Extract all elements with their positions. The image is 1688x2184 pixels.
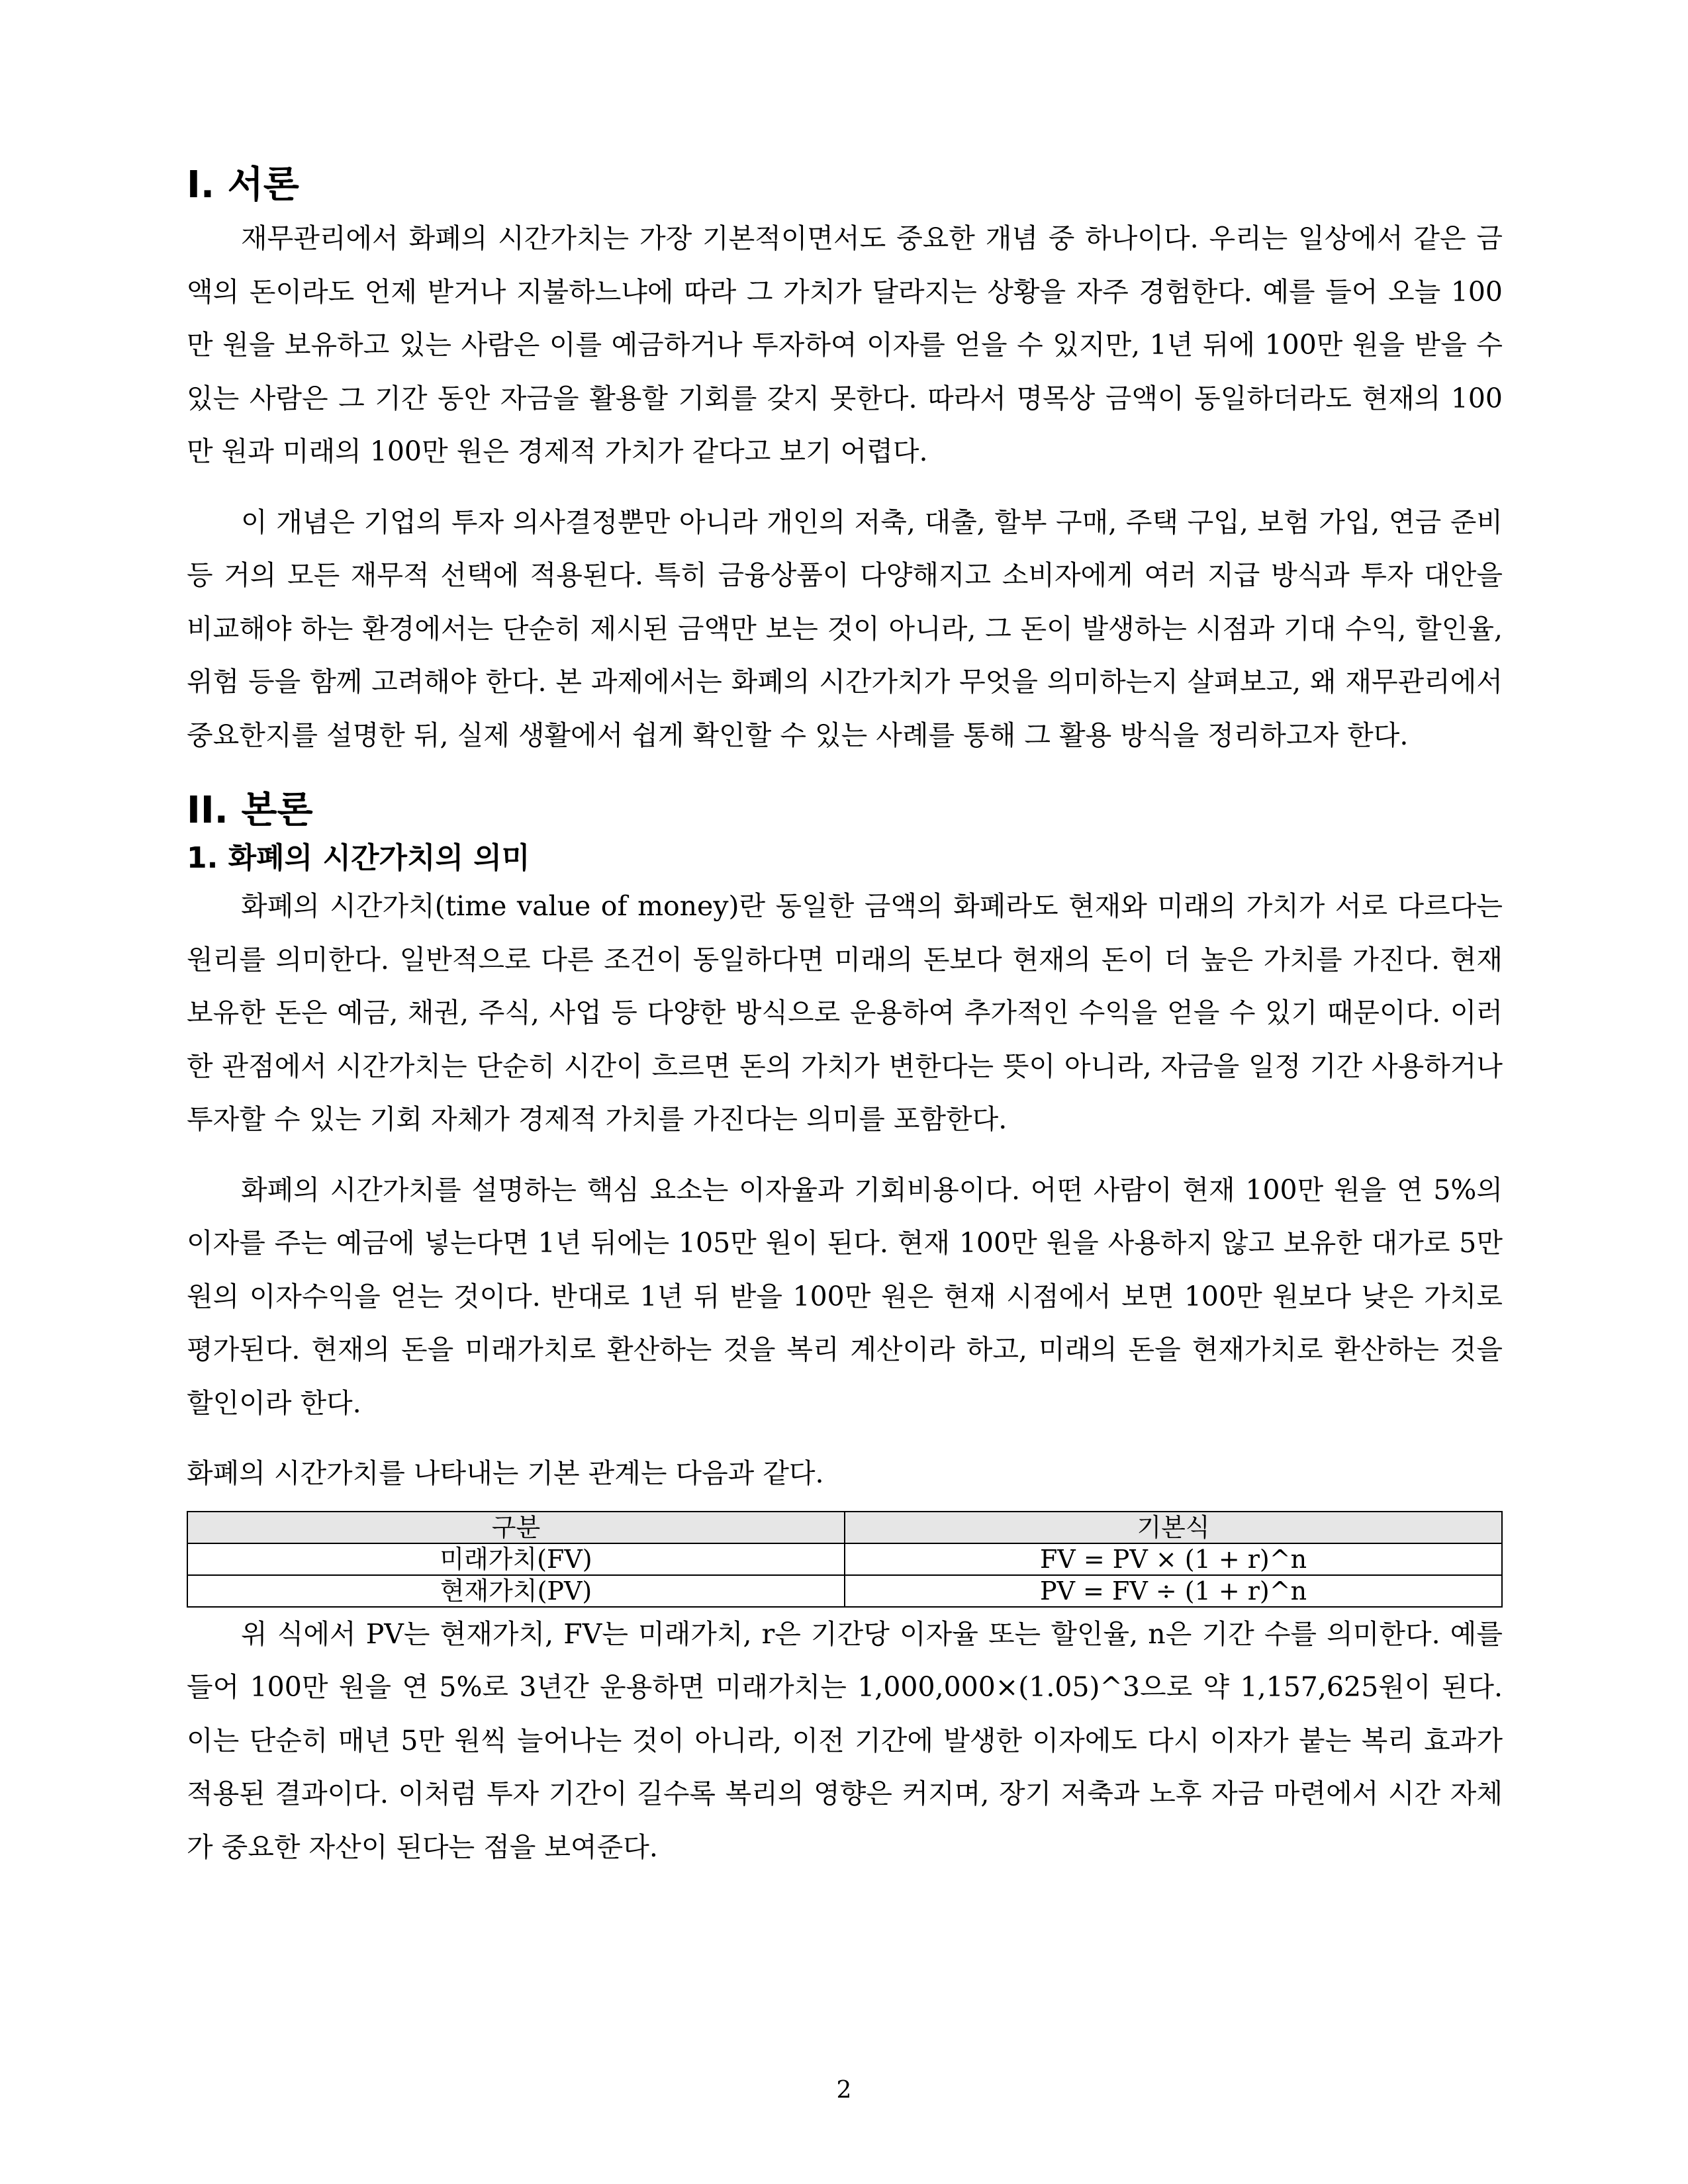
page-number: 2	[836, 2077, 852, 2104]
table-cell: PV = FV ÷ (1 + r)^n	[845, 1575, 1502, 1607]
document-page	[187, 159, 1503, 1874]
table-row	[187, 1543, 1502, 1575]
table-header-cell: 기본식	[845, 1512, 1502, 1543]
subsection-1-title: 1. 화폐의 시간가치의 의미	[187, 841, 530, 875]
table-cell: FV = PV × (1 + r)^n	[845, 1543, 1502, 1575]
table-header-cell: 구분	[187, 1512, 845, 1543]
paragraph: 이 개념은 기업의 투자 의사결정뿐만 아니라 개인의 저축, 대출, 할부 구매, 주택 구입, 보험 가입, 연금 준비 등 거의 모든 재무적 선택에 적용된다. 특히 금융상품이 다양해지고 소비자에게 여러 지급 방식과 투자 대안을 비교해야 하는 환경에서는 단순히 제시된 금액만 보는 것이 아니라, 그 돈이 발생하는 시점과 기대 수익, 할인율, 위험 등을 함께 고려해야 한다. 본 과제에서는 화폐의 시간가치가 무엇을 의미하는지 살펴보고, 왜 재무관리에서 중요한지를 설명한 뒤, 실제 생활에서 쉽게 확인할 수 있는 사례를 통해 그 활용 방식을 정리하고자 한다.	[187, 506, 1503, 751]
formula-table	[187, 1511, 1503, 1608]
paragraph: 재무관리에서 화폐의 시간가치는 가장 기본적이면서도 중요한 개념 중 하나이다. 우리는 일상에서 같은 금액의 돈이라도 언제 받거나 지불하느냐에 따라 그 가치가 달라지는 상황을 자주 경험한다. 예를 들어 오늘 100만 원을 보유하고 있는 사람은 이를 예금하거나 투자하여 이자를 얻을 수 있지만, 1년 뒤에 100만 원을 받을 수 있는 사람은 그 기간 동안 자금을 활용할 기회를 갖지 못한다. 따라서 명목상 금액이 동일하더라도 현재의 100만 원과 미래의 100만 원은 경제적 가치가 같다고 보기 어렵다.	[187, 222, 1503, 467]
paragraph: 화폐의 시간가치(time value of money)란 동일한 금액의 화폐라도 현재와 미래의 가치가 서로 다르다는 원리를 의미한다. 일반적으로 다른 조건이 동일하다면 미래의 돈보다 현재의 돈이 더 높은 가치를 가진다. 현재 보유한 돈은 예금, 채권, 주식, 사업 등 다양한 방식으로 운용하여 추가적인 수익을 얻을 수 있기 때문이다. 이러한 관점에서 시간가치는 단순히 시간이 흐르면 돈의 가치가 변한다는 뜻이 아니라, 자금을 일정 기간 사용하거나 투자할 수 있는 기회 자체가 경제적 가치를 가진다는 의미를 포함한다.	[187, 890, 1503, 1135]
table-cell: 미래가치(FV)	[187, 1543, 845, 1575]
paragraph: 위 식에서 PV는 현재가치, FV는 미래가치, r은 기간당 이자율 또는 할인율, n은 기간 수를 의미한다. 예를 들어 100만 원을 연 5%로 3년간 운용하면 미래가치는 1,000,000×(1.05)^3으로 약 1,157,625원이 된다. 이는 단순히 매년 5만 원씩 늘어나는 것이 아니라, 이전 기간에 발생한 이자에도 다시 이자가 붙는 복리 효과가 적용된 결과이다. 이처럼 투자 기간이 길수록 복리의 영향은 커지며, 장기 저축과 노후 자금 마련에서 시간 자체가 중요한 자산이 된다는 점을 보여준다.	[187, 1617, 1503, 1863]
table-cell: 현재가치(PV)	[187, 1575, 845, 1607]
paragraph: 화폐의 시간가치를 설명하는 핵심 요소는 이자율과 기회비용이다. 어떤 사람이 현재 100만 원을 연 5%의 이자를 주는 예금에 넣는다면 1년 뒤에는 105만 원이 된다. 현재 100만 원을 사용하지 않고 보유한 대가로 5만 원의 이자수익을 얻는 것이다. 반대로 1년 뒤 받을 100만 원은 현재 시점에서 보면 100만 원보다 낮은 가치로 평가된다. 현재의 돈을 미래가치로 환산하는 것을 복리 계산이라 하고, 미래의 돈을 현재가치로 환산하는 것을 할인이라 한다.	[187, 1173, 1503, 1419]
table-caption: 화폐의 시간가치를 나타내는 기본 관계는 다음과 같다.	[187, 1457, 824, 1489]
table-row	[187, 1575, 1502, 1607]
table-header-row	[187, 1512, 1502, 1543]
section-2-title: II. 본론	[187, 789, 313, 832]
section-1-title: I. 서론	[187, 163, 299, 206]
